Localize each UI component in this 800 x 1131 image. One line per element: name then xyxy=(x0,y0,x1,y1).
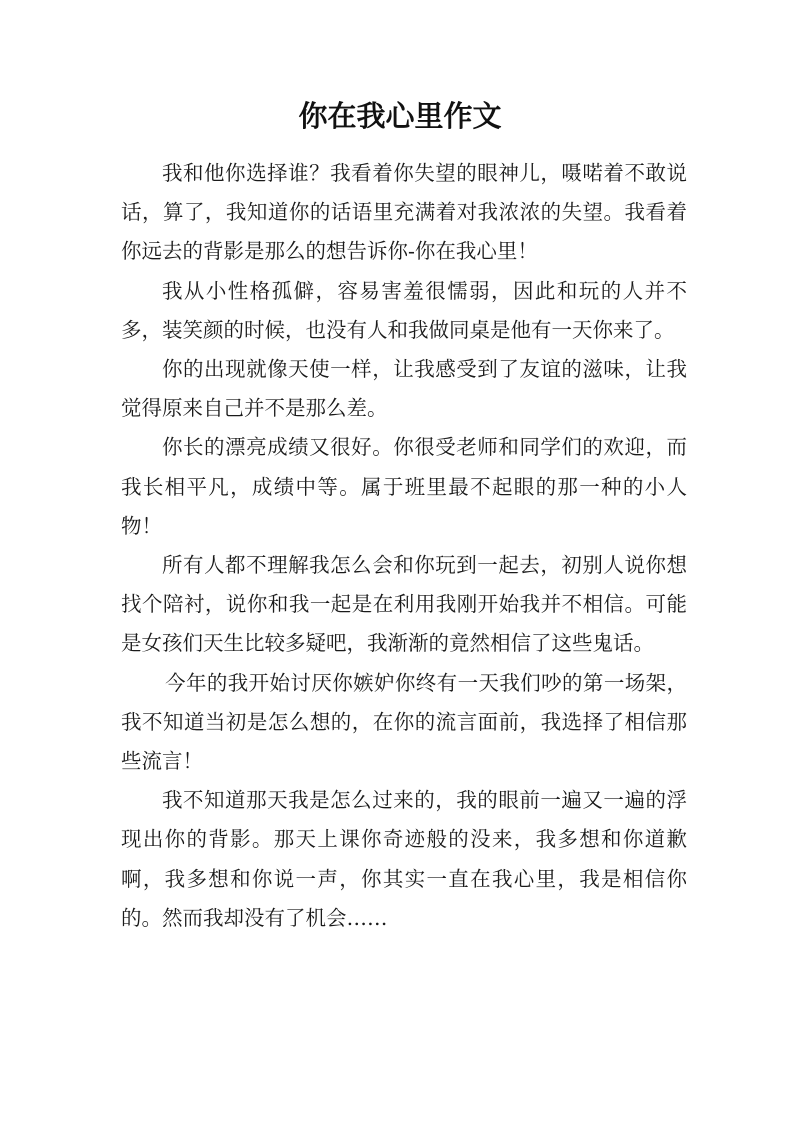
paragraph-5: 所有人都不理解我怎么会和你玩到一起去，初别人说你想找个陪衬，说你和我一起是在利用我刚开始我并不相信。可能是女孩们天生比较多疑吧，我渐渐的竟然相信了这些鬼话。 xyxy=(121,553,687,656)
paragraph-1: 我和他你选择谁？我看着你失望的眼神儿，嗫喏着不敢说话，算了，我知道你的话语里充满着对我浓浓的失望。我看着你远去的背影是那么的想告诉你-你在我心里！ xyxy=(121,161,687,264)
document-body xyxy=(121,154,687,938)
paragraph-3: 你的出现就像天使一样，让我感受到了友谊的滋味，让我觉得原来自己并不是那么差。 xyxy=(121,357,687,421)
paragraph-6: 今年的我开始讨厌你嫉妒你终有一天我们吵的第一场架，我不知道当初是怎么想的，在你的流言面前，我选择了相信那些流言！ xyxy=(121,670,687,774)
paragraph-7: 我不知道那天我是怎么过来的，我的眼前一遍又一遍的浮现出你的背影。那天上课你奇迹般的没来，我多想和你道歉啊，我多想和你说一声，你其实一直在我心里，我是相信你的。然而我却没有了机会…… xyxy=(121,788,687,930)
document-title: 你在我心里作文 xyxy=(298,99,502,133)
paragraph-2: 我从小性格孤僻，容易害羞很懦弱，因此和玩的人并不多，装笑颜的时候，也没有人和我做同桌是他有一天你来了。 xyxy=(121,278,687,342)
paragraph-4: 你长的漂亮成绩又很好。你很受老师和同学们的欢迎，而我长相平凡，成绩中等。属于班里最不起眼的那一种的小人物！ xyxy=(121,435,687,538)
